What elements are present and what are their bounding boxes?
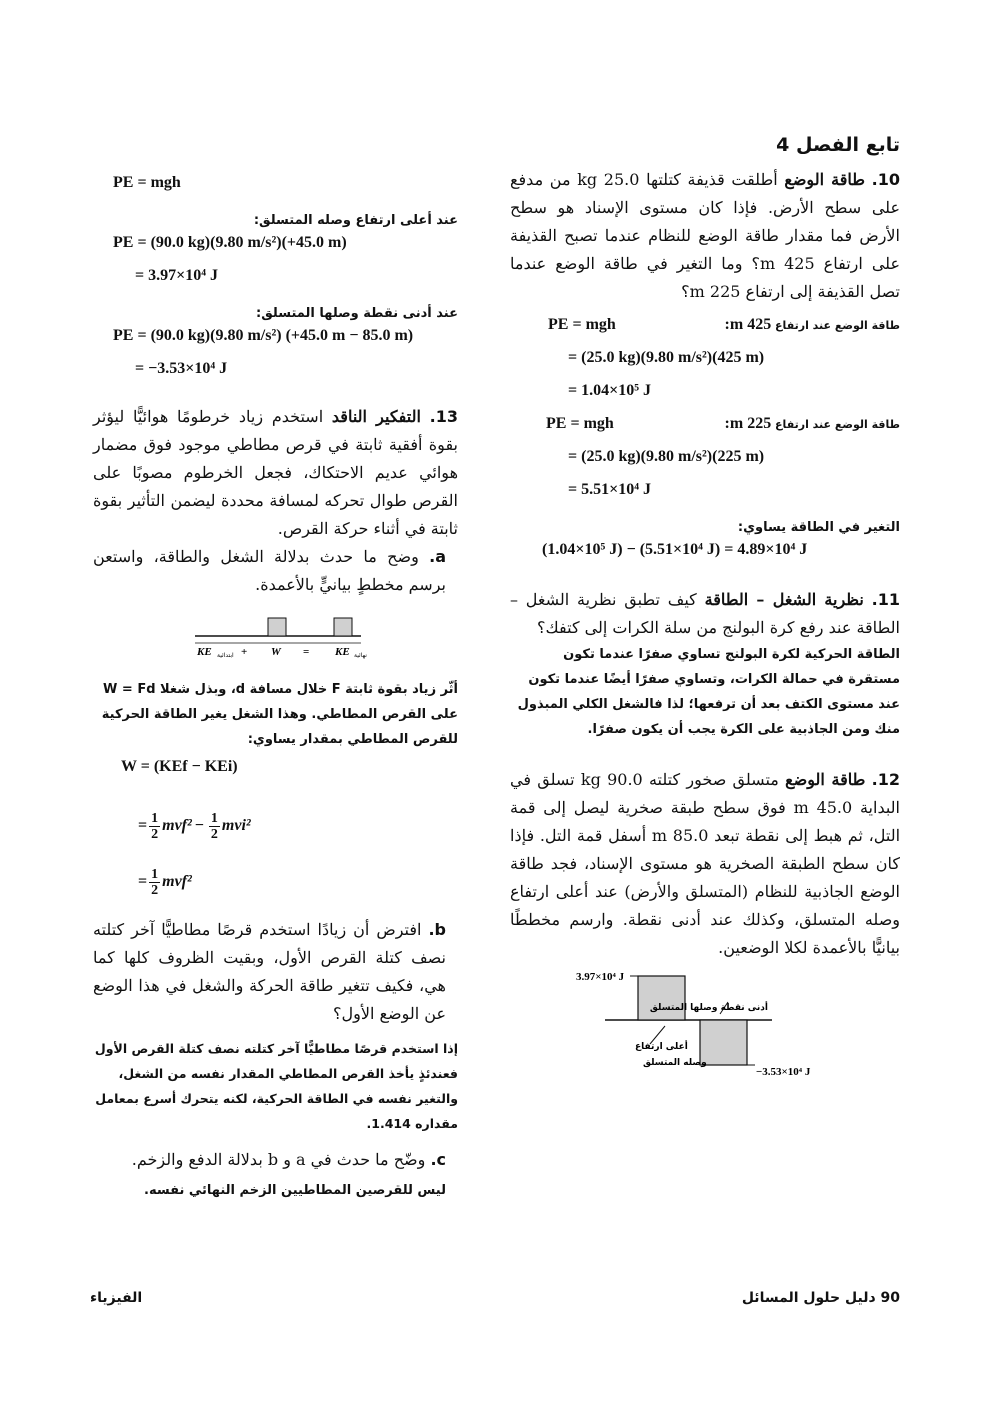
q13-number: 13. [429, 407, 458, 426]
bar-ke-initial-label: KE [197, 646, 212, 658]
q13-c-letter: c. [430, 1150, 446, 1169]
bar-plus: + [241, 646, 248, 658]
q10-solution [510, 316, 900, 574]
q13-c-answer: ليس للقرصين المطاطيين الزخم النهائي نفسه. [144, 1183, 446, 1198]
footer-right [742, 1290, 900, 1306]
q12-eq5: = −3.53×10⁴ J [135, 360, 228, 377]
q11-keyword: نظرية الشغل – الطاقة [704, 590, 864, 609]
left-column [93, 134, 458, 1203]
footer-subject: الفيزياء [90, 1290, 143, 1306]
q10-change-label: التغير في الطاقة يساوي: [737, 520, 900, 535]
right-column [510, 134, 900, 1088]
footer-guide-title: دليل حلول المسائل [741, 1290, 876, 1306]
frac-den: 2 [151, 882, 159, 898]
chapter-heading: تابع الفصل 4 [776, 134, 900, 156]
q12-text: متسلق صخور كتلته 90.0 kg تسلق في البداية 45.0 m فوق سطح طبقة صخرية ليصل إلى قمة التل، ثم هبط إلى نقطة تبعد 85.0 m أسفل قمة التل. فإذا كان سطح الطبقة الصخرية هو مستوى الإسناد، فجد طاقة الوضع الجاذبية للنظام (المتسلق والأرض) عند أعلى ارتفاع وصله المتسلق، وكذلك عند أدنى نقطة. وارسم مخططًا بيانيًّا بالأعمدة لكلا الوضعين. [510, 770, 901, 957]
bar-low-position [700, 1020, 747, 1065]
q13-part-a [93, 543, 458, 599]
q13-c-text: وضّح ما حدث في a و b بدلالة الدفع والزخم. [131, 1150, 426, 1169]
q13-eq2-half-b [209, 811, 220, 842]
frac-num: 1 [151, 866, 159, 882]
q13-a-answer: أثّر زياد بقوة ثابتة F خلال مسافة d، وبذل شغلا W = Fd على القرص المطاطي. وهذا الشغل يغير الطاقة الحركية للقرص المطاطي بمقدار يساوي: [101, 682, 458, 747]
q13-eq3-half [149, 867, 160, 898]
q12-eq2: PE = (90.0 kg)(9.80 m/s²)(+45.0 m) [113, 234, 347, 251]
q13-eq2-equals: = [138, 817, 148, 834]
q13-b-letter: b. [428, 920, 446, 939]
question-11 [510, 586, 900, 642]
q12-eq4: PE = (90.0 kg)(9.80 m/s²) (+45.0 m − 85.0 m) [113, 327, 414, 344]
question-10 [510, 166, 900, 306]
question-13 [93, 403, 458, 543]
q11-answer: الطاقة الحركية لكرة البولنج تساوي صفرًا عندما تكون مستقرة في حمالة الكرات، وتساوي صفرًا أيضًا عندما تكون عند مستوى الكتف بعد أن ترفعها؛ لذا فالشغل الكلي المبذول منك ومن الجاذبية على الكرة يجب أن يكون صفرًا. [517, 647, 900, 737]
q13-text: استخدم زياد خرطومًا هوائيًّا ليؤثر بقوة أفقية ثابتة في قرص مطاطي موجود فوق مضمار هوائي عديم الاحتكاك، فجعل الخرطوم مصوبًا على القرص طوال تحركه لمسافة محددة ليضمن التأثير بقوة ثابتة في أثناء حركة القرص. [93, 407, 458, 538]
q13-b-text: افترض أن زيادًا استخدم قرصًا مطاطيًّا آخر كتلته نصف كتلة القرص الأول، وبقيت الظروف كلها كما هي، فكيف تتغير طاقة الحركة والشغل في هذا الوضع عن الوضع الأول؟ [93, 920, 446, 1023]
q12-eq1: PE = mgh [113, 174, 181, 191]
bar-work [268, 618, 286, 636]
q13-eq2-half-a [149, 811, 160, 842]
q13-eq3-equals: = [138, 873, 148, 890]
bar-ke-final-label: KE [335, 646, 350, 658]
q10-eq7: (1.04×10⁵ J) − (5.51×10⁴ J) = 4.89×10⁴ J [542, 541, 808, 558]
q13-a-text: وضح ما حدث بدلالة الشغل والطاقة، واستعن برسم مخططٍ بيانيٍّ بالأعمدة. [93, 547, 446, 594]
question-12 [510, 766, 900, 962]
q13-a-letter: a. [429, 547, 446, 566]
q12-label-high: عند أعلى ارتفاع وصله المتسلق: [253, 213, 458, 228]
bar-work-label: W [271, 646, 281, 658]
q10-eq6: = 5.51×10⁴ J [568, 481, 652, 498]
frac-den: 2 [151, 826, 159, 842]
chart-top-value: 3.97×10⁴ J [576, 971, 625, 983]
bar-high-position [638, 976, 685, 1020]
q12-energy-bar-chart [510, 968, 900, 1088]
frac-num: 1 [210, 810, 218, 826]
q10-height2: 225 m: [724, 415, 772, 432]
q10-label1: طاقة الوضع عند ارتفاع [775, 319, 900, 332]
q12-solution [93, 174, 458, 393]
q13-eq3-mvf: mvf² [162, 873, 192, 890]
bar-ke-final-sub: نهائية [354, 652, 367, 659]
q10-keyword: طاقة الوضع [784, 170, 865, 189]
q11-number: 11. [871, 590, 900, 609]
q13-part-c [93, 1146, 458, 1174]
page-number: 90 [880, 1290, 900, 1306]
frac-den: 2 [210, 826, 218, 842]
q13-keyword: التفكير الناقد [331, 407, 421, 426]
q12-keyword: طاقة الوضع [785, 770, 866, 789]
q13-eq-w: W = (KEf − KEi) [121, 758, 238, 775]
q13-eq2-mvf: mvf² [162, 817, 192, 834]
q13-b-answer: إذا استخدم قرصًا مطاطيًّا آخر كتلته نصف كتلة القرص الأول فعندئذٍ يأخذ القرص المطاطي المقدار نفسه من الشغل، والتغير نفسه في الطاقة الحركية، لكنه يتحرك أسرع بمعامل مقداره 1.414. [94, 1041, 458, 1131]
chart-bottom-value: −3.53×10⁴ J [756, 1066, 811, 1078]
chart-label-low: أدنى نقطة وصلها المتسلق [649, 1003, 768, 1013]
q13-eq2-mvi: mvi² [221, 817, 251, 834]
q13-eq2-minus: − [194, 817, 204, 834]
bar-equals: = [303, 646, 310, 658]
bar-ke-final [334, 618, 352, 636]
q13-a-equations [93, 758, 458, 910]
q10-eq4: PE = mgh [546, 415, 614, 432]
chart-label-high-2: وصله المتسلق [643, 1058, 707, 1068]
q10-eq5: = (25.0 kg)(9.80 m/s²)(225 m) [568, 448, 765, 465]
q10-text: أطلقت قذيفة كتلتها 25.0 kg من مدفع على سطح الأرض. فإذا كان مستوى الإسناد هو سطح الأرض فما مقدار طاقة الوضع للنظام عندما تصبح القذيفة على ارتفاع 425 m؟ وما التغير في طاقة الوضع عندما تصل القذيفة إلى ارتفاع 225 m؟ [510, 170, 900, 301]
q10-height1: 425 m: [724, 316, 772, 333]
q12-number: 12. [871, 770, 901, 789]
q13-part-b [93, 916, 458, 1028]
q10-eq3: = 1.04×10⁵ J [568, 382, 652, 399]
frac-num: 1 [151, 810, 159, 826]
q10-label2: طاقة الوضع عند ارتفاع [775, 418, 900, 431]
q10-eq1: PE = mgh [548, 316, 616, 333]
q11-text: كيف تطبق نظرية الشغل – الطاقة عند رفع كرة البولنج من سلة الكرات إلى كتفك؟ [510, 590, 900, 637]
q10-eq2: = (25.0 kg)(9.80 m/s²)(425 m) [568, 349, 765, 366]
q12-eq3: = 3.97×10⁴ J [135, 267, 219, 284]
q13-work-energy-bar-chart [93, 613, 458, 663]
q10-number: 10. [871, 170, 900, 189]
chart-label-high-1: أعلى ارتفاع [635, 1042, 688, 1052]
bar-ke-initial-sub: ابتدائية [217, 652, 234, 659]
q12-label-low: عند أدنى نقطة وصلها المتسلق: [256, 306, 458, 321]
